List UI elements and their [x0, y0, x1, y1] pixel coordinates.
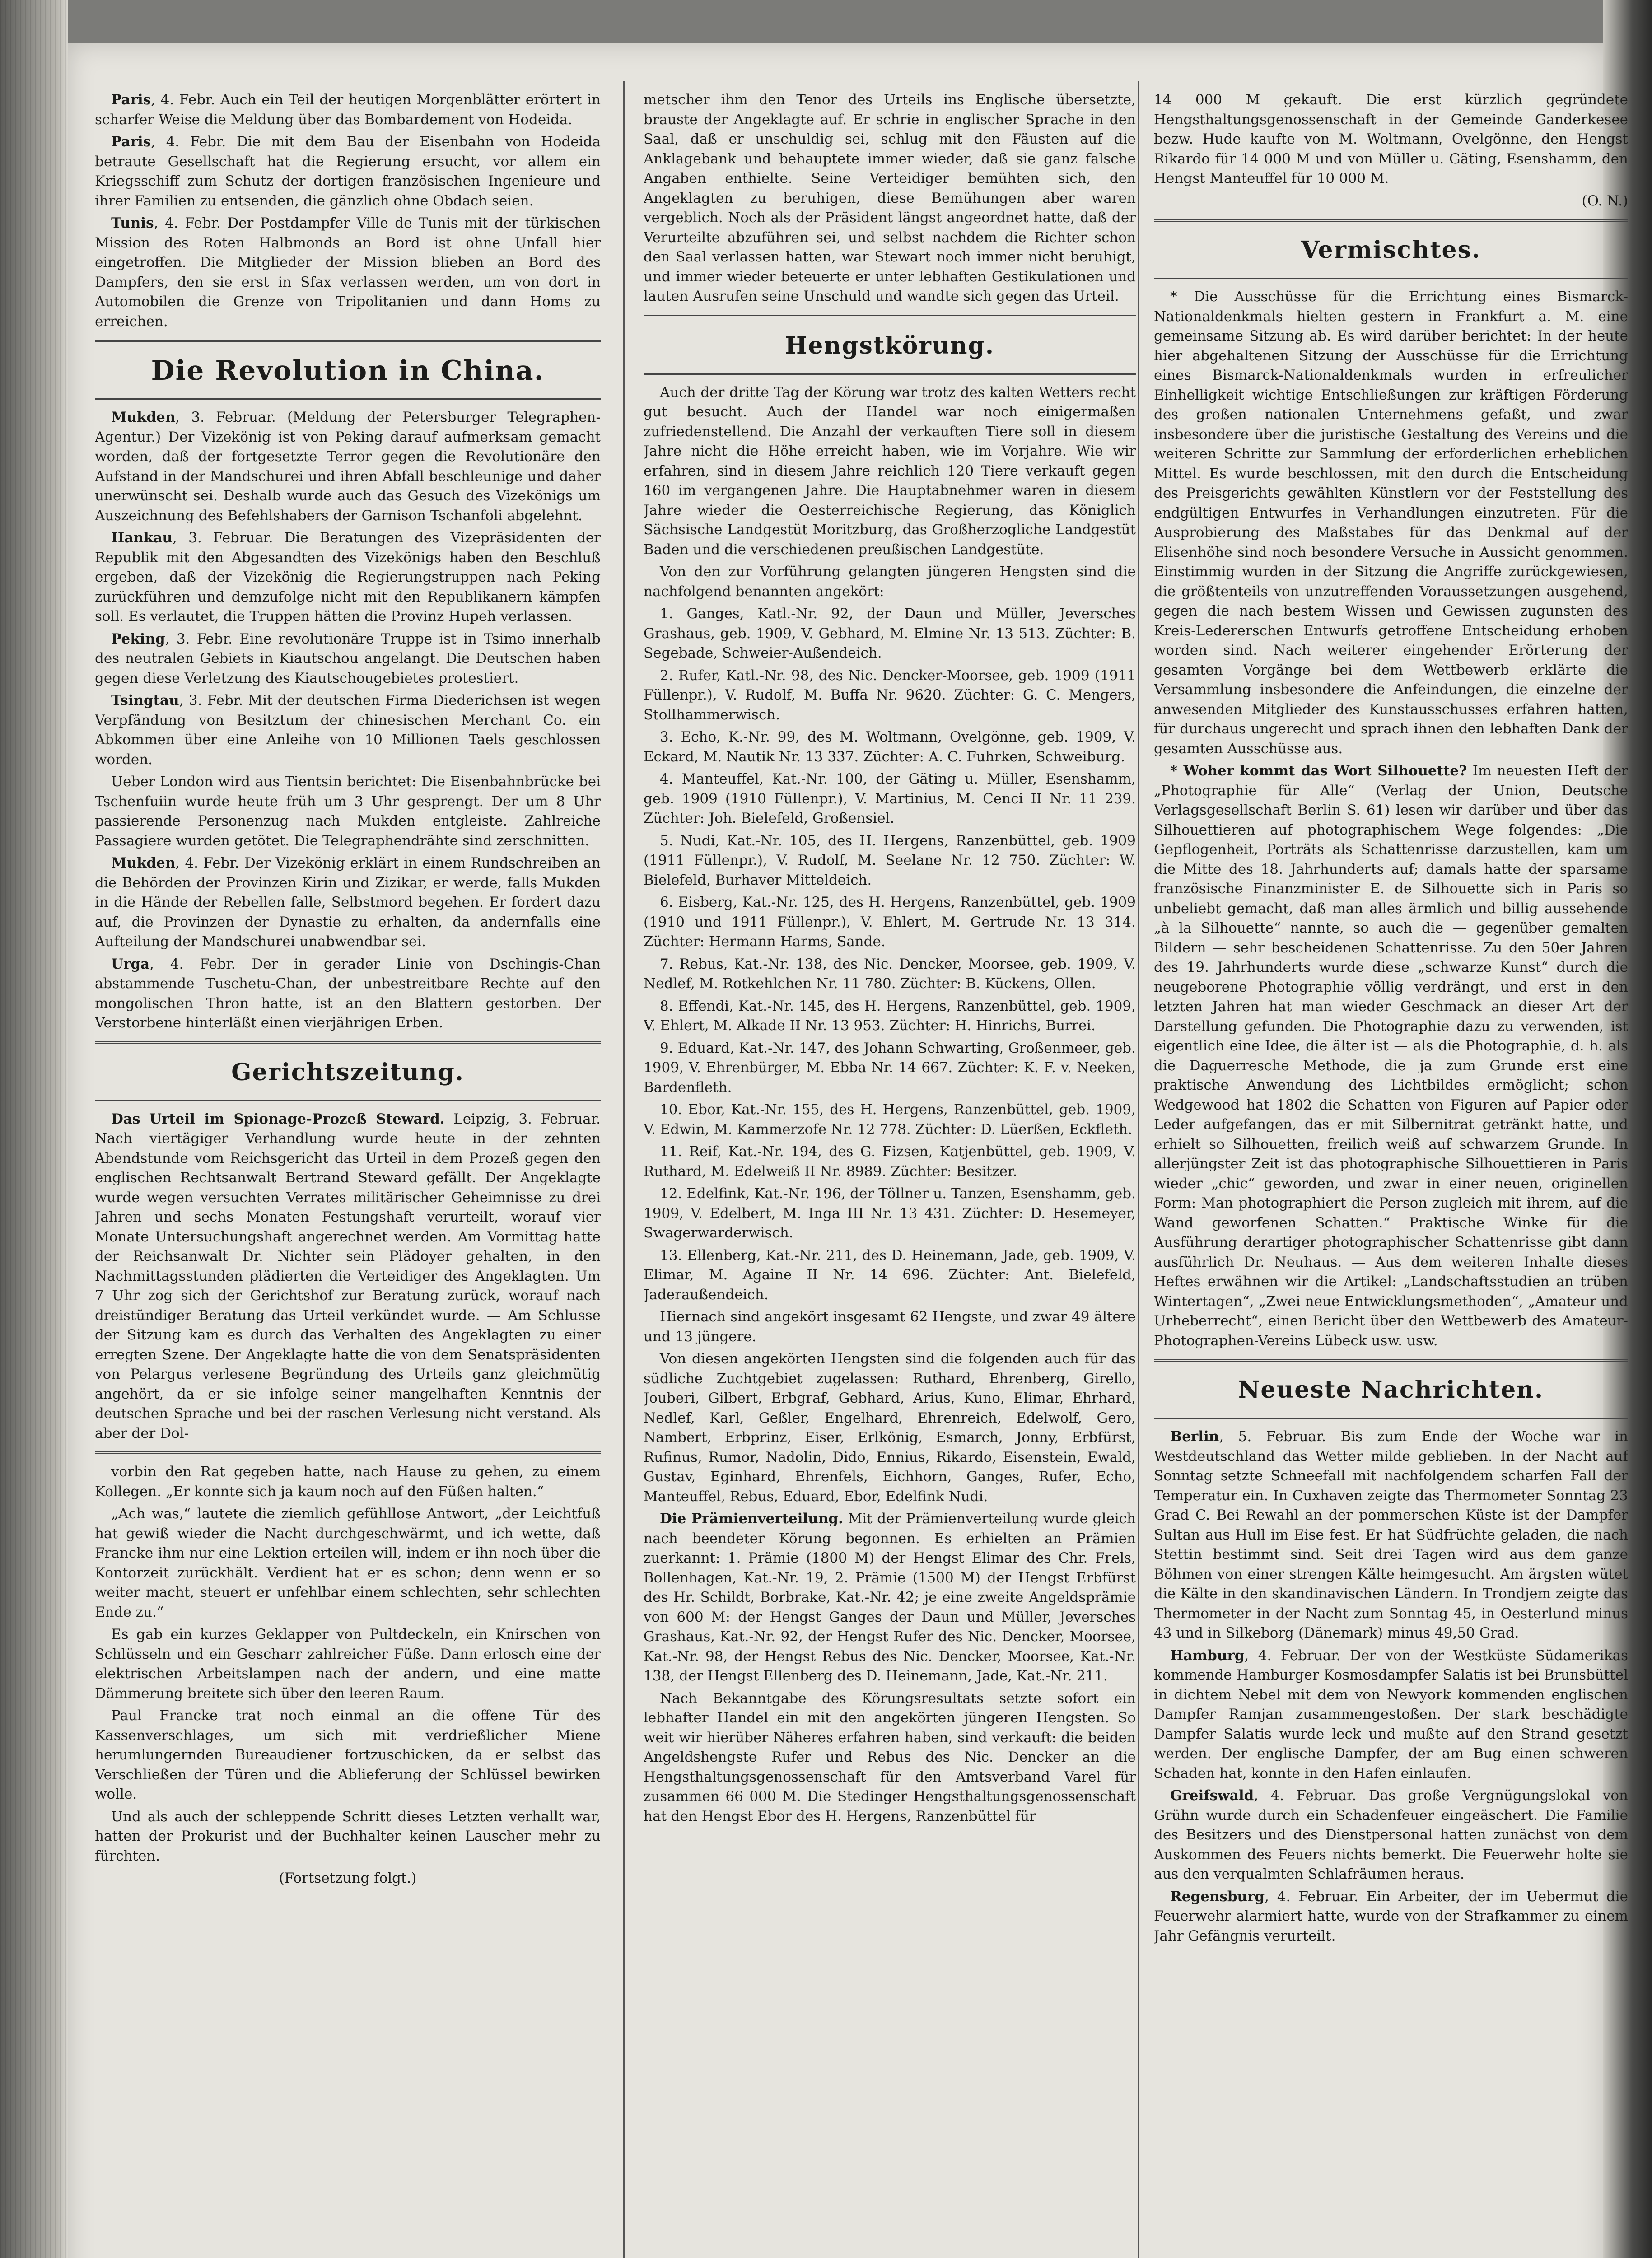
- paragraph-text: , 4. Februar. Der von der Westküste Südamerikas kommende Hamburger Kosmosdampfer Salatis ist bei Brunsbüttel in dichtem Nebel mit dem von Newyork kommenden englischen Dampfer Ramjan zusammengestoßen. Der stark beschädigte Dampfer Salatis wurde leck und mußte auf den Strand gesetzt werden. Der englische Dampfer, der am Bug einen schweren Schaden hat, konnte in den Hafen einlaufen.: [1154, 1647, 1628, 1782]
- paragraph: Auch der dritte Tag der Körung war trotz des kalten Wetters recht gut besucht. Auch der Handel war noch einigermaßen zufriedenstellend. Die Anzahl der verkauften Tiere soll in diesem Jahre nicht die Höhe erreicht haben, wie im Vorjahre. Wie wir erfahren, sind in diesem Jahre reichlich 120 Tiere verkauft gegen 160 im vergangenen Jahre. Die Hauptabnehmer waren in diesem Jahre wieder die Oesterreichische Regierung, das Königlich Sächsische Landgestüt Moritzburg, das Großherzogliche Landgestüt Baden und die verschiedenen preußischen Landgestüte.: [644, 384, 1136, 558]
- paragraph-text: , 3. Febr. Eine revolutionäre Truppe ist in Tsimo innerhalb des neutralen Gebiets in Kiautschou angelangt. Die Deutschen haben gegen diese Verletzung des Kiautschougebietes protestiert.: [95, 630, 601, 686]
- paragraph: [95, 1706, 601, 1805]
- paragraph-text: * Die Ausschüsse für die Errichtung eines Bismarck-Nationaldenkmals hielten gestern in Frankfurt a. M. eine gemeinsame Sitzung ab. Es wird darüber berichtet: In der heute hier abgehaltenen Sitzung der Ausschüsse für die Errichtung eines Bismarck-Nationaldenkmals wurden in erfreulicher Einhelligkeit wichtige Entschließungen zur kräftigen Förderung des großen nationalen Unternehmens gefaßt, und zwar insbesondere über die juristische Gestaltung des Vereins und die weiteren Schritte zur Sammlung der erforderlichen erheblichen Mittel. Es wurde beschlossen, mit den durch die Entscheidung des Preisgerichts gewählten Künstlern vor der Feststellung des endgültigen Entwurfes in Verhandlungen einzutreten. Für die Ausprobierung des Maßstabes für das Denkmal auf der Elisenhöhe sind noch besondere Versuche in Aussicht genommen. Einstimmig wurden in der Sitzung die Angriffe zurückgewiesen, die größtenteils von unzutreffenden Voraussetzungen ausgehend, gegen die nach bestem Wissen und Gewissen zugunsten des Kreis-Ledererschen Entwurfs getroffene Entscheidung erhoben worden sind. Nach weiterer eingehender Erörterung der gesamten Vorgänge bei dem Wettbewerb erklärte die Versammlung insbesondere die Anfeindungen, die einzelne der anwesenden Mitglieder des Kunstausschusses erfahren hatten, für durchaus ungerecht und sprach ihnen den lebhaften Dank der gesamten Ausschüsse aus.: [1154, 289, 1628, 757]
- paragraph: [95, 854, 601, 952]
- dateline: Regensburg: [1170, 1888, 1265, 1905]
- section-divider: [1154, 219, 1628, 222]
- paragraph: 9. Eduard, Kat.-Nr. 147, des Johann Schwarting, Großenmeer, geb. 1909, V. Ehrenbürger, M. Ebba Nr. 14 667. Züchter: K. F. v. Neeken, Bardenfleth.: [644, 1040, 1136, 1096]
- paragraph-text: vorbin den Rat gegeben hatte, nach Hause zu gehen, zu einem Kollegen. „Er konnte sich ja kaum noch auf den Füßen halten.“: [95, 1464, 601, 1500]
- paragraph: 11. Reif, Kat.-Nr. 194, des G. Fizsen, Katjenbüttel, geb. 1909, V. Ruthard, M. Edelweiß II Nr. 8989. Züchter: Besitzer.: [644, 1143, 1136, 1180]
- hengst-list: [644, 604, 1136, 1305]
- hengst-intro: [644, 383, 1136, 602]
- paragraph: [1154, 1646, 1628, 1784]
- paragraph: 7. Rebus, Kat.-Nr. 138, des Nic. Dencker, Moorsee, geb. 1909, V. Nedlef, M. Rotkehlchen Nr. 11 780. Züchter: B. Kückens, Ollen.: [644, 956, 1136, 992]
- dateline: Urga: [111, 956, 150, 972]
- headline-underline: [95, 398, 601, 400]
- paragraph: [95, 1807, 601, 1866]
- paragraph-text: , 4. Febr. Die mit dem Bau der Eisenbahn von Hodeida betraute Gesellschaft hat die Regierung ersucht, vor allem ein Kriegsschiff zum Schutz der dortigen französischen Ingenieure und ihrer Familien zu entsenden, die gänzlich ohne Obdach seien.: [95, 134, 601, 209]
- headline-china: Die Revolution in China.: [151, 355, 545, 387]
- paragraph: [1154, 761, 1628, 1351]
- paragraph: 1. Ganges, Katl.-Nr. 92, der Daun und Müller, Jeversches Grashaus, geb. 1909, V. Gebhard, M. Elmine Nr. 13 513. Züchter: B. Segebade, Schweier-Außendeich.: [644, 606, 1136, 661]
- headline-underline: [1154, 1418, 1628, 1419]
- paragraph: [95, 1110, 601, 1444]
- paragraph-text: , 4. Febr. Der in gerader Linie von Dschingis-Chan abstammende Tuschetu-Chan, der unbestreitbare Rechte auf den mongolischen Thron hatte, ist an den Blattern gestorben. Der Verstorbene hinterläßt einen vierjährigen Erben.: [95, 956, 601, 1031]
- paragraph: 2. Rufer, Katl.-Nr. 98, des Nic. Dencker-Moorsee, geb. 1909 (1911 Füllenpr.), V. Rudolf, M. Buffa Nr. 9620. Züchter: G. C. Mengers, Stollhammerwisch.: [644, 667, 1136, 723]
- paragraph-text: „Ach was,“ lautete die ziemlich gefühllose Antwort, „der Leichtfuß hat gewiß wieder die Nacht durchgeschwärmt, und ich wette, daß Francke ihm nur eine Lektion erteilen will, indem er ihn noch über die Kontorzeit zurückhält. Verdient hat er es schon; denn wenn er so weiter macht, steuert er unfehlbar einem schlechten, sehr schlechten Ende zu.“: [95, 1506, 601, 1620]
- dateline: Tunis: [111, 215, 154, 231]
- section-divider: [95, 1041, 601, 1044]
- column-2: [644, 90, 1136, 2258]
- paragraph: 10. Ebor, Kat.-Nr. 155, des H. Hergens, Ranzenbüttel, geb. 1909, V. Edwin, M. Kammerzofe Nr. 12 778. Züchter: D. Lüerßen, Eckfleth.: [644, 1101, 1136, 1138]
- paragraph: [95, 955, 601, 1033]
- paragraph-text: , 3. Febr. Mit der deutschen Firma Diederichsen ist wegen Verpfändung von Besitztum der chinesischen Merchant Co. ein Abkommen über eine Anleihe von 10 Millionen Taels geschlossen worden.: [95, 692, 601, 768]
- paragraph: [95, 90, 601, 130]
- section-divider: [1154, 1359, 1628, 1362]
- paragraph: [95, 1625, 601, 1703]
- paragraph-text: Es gab ein kurzes Geklapper von Pultdeckeln, ein Knirschen von Schlüsseln und ein Gescharr zahlreicher Füße. Dann erlosch eine der elektrischen Arbeitslampen nach der andern, und eine matte Dämmerung breitete sich über den leeren Raum.: [95, 1626, 601, 1702]
- paragraph-text: , 4. Februar. Ein Arbeiter, der im Uebermut die Feuerwehr alarmiert hatte, wurde von der Strafkammer zu einem Jahr Gefängnis verurteilt.: [1154, 1888, 1628, 1944]
- headline-underline: [644, 373, 1136, 375]
- dateline: * Woher kommt das Wort Silhouette?: [1170, 763, 1467, 779]
- hengst-end: Nach Bekanntgabe des Körungsresultats setzte sofort ein lebhafter Handel ein mit den angekörten jüngeren Hengsten. So weit wir hierüber Näheres erfahren haben, sind verkauft: die beiden Angeldshengste Rufer und Rebus des Nic. Dencker an die Hengsthaltungsgenossenschaft für den Amtsverband Varel für zusammen 66 000 M. Die Stedinger Hengsthaltungsgenossenschaft hat den Hengst Ebor des H. Hergens, Ranzenbüttel für: [644, 1690, 1136, 1824]
- paragraph: 13. Ellenberg, Kat.-Nr. 211, des D. Heinemann, Jade, geb. 1909, V. Elimar, M. Againe II Nr. 14 696. Züchter: Ant. Bielefeld, Jaderaußendeich.: [644, 1247, 1136, 1303]
- paragraph-text: Und als auch der schleppende Schritt dieses Letzten verhallt war, hatten der Prokurist und der Buchhalter keinen Lauscher mehr zu fürchten.: [95, 1808, 601, 1864]
- column-rule-1: [623, 81, 625, 2258]
- paragraph: [644, 1509, 1136, 1686]
- paragraph: [1154, 1427, 1628, 1643]
- paragraph: 8. Effendi, Kat.-Nr. 145, des H. Hergens, Ranzenbüttel, geb. 1909, V. Ehlert, M. Alkade II Nr. 13 953. Züchter: H. Hinrichs, Burrei.: [644, 998, 1136, 1034]
- feuilleton-novel: [95, 1462, 601, 1866]
- headline-underline: [95, 1100, 601, 1101]
- paragraph-text: , 4. Febr. Auch ein Teil der heutigen Morgenblätter erörtert in scharfer Weise die Meldung über das Bombardement von Hodeida.: [95, 92, 601, 128]
- paragraph-text: , 3. Februar. (Meldung der Petersburger Telegraphen-Agentur.) Der Vizekönig ist von Peking darauf aufmerksam gemacht worden, daß der fortgesetzte Terror gegen die Revolutionäre den Aufstand in der Mandschurei und ihren Abfall beschleunige und daher unerwünscht sei. Deshalb wurde auch das Gesuch des Vizekönigs um Auszeichnung des Befehlshabers der Garnison Tschanfoli abgelehnt.: [95, 409, 601, 524]
- paragraph: Von diesen angekörten Hengsten sind die folgenden auch für das südliche Zuchtgebiet zugelassen: Ruthard, Ehrenberg, Girello, Jouberi, Gilbert, Erbgraf, Gebhard, Arius, Kuno, Elimar, Ehrhard, Nedlef, Karl, Geßler, Engelhard, Ehrenreich, Edelwolf, Gero, Nambert, Erbprinz, Eiser, Erlkönig, Esmarch, Jonny, Erbfürst, Rufinus, Rumor, Nadolin, Dido, Ennius, Rikardo, Eisenstein, Ewald, Gustav, Eginhard, Ehrenfels, Eichhorn, Ganges, Rufer, Echo, Manteuffel, Rebus, Eduard, Ebor, Edelfink Nudi.: [644, 1351, 1136, 1505]
- dateline: Greifswald: [1170, 1787, 1254, 1804]
- column-3: [1154, 90, 1628, 2258]
- paragraph: [1154, 1887, 1628, 1946]
- paragraph: [1154, 1786, 1628, 1885]
- paragraph-text: , 4. Febr. Der Vizekönig erklärt in einem Rundschreiben an die Behörden der Provinzen Kirin und Zizikar, er werde, falls Mukden in die Hände der Rebellen falle, Selbstmord begehen. Er fordert dazu auf, die Provinzen der Dynastie zu erhalten, da andernfalls eine Aufteilung der Mandschurei unabwendbar sei.: [95, 855, 601, 950]
- dateline: Hankau: [111, 530, 173, 546]
- paragraph: [95, 630, 601, 689]
- dateline: Paris: [111, 134, 151, 150]
- paragraph-text: Ueber London wird aus Tientsin berichtet: Die Eisenbahnbrücke bei Tschenfuiin wurde heute früh um 3 Uhr gesprengt. Der um 8 Uhr passierende Personenzug nach Mukden entgleiste. Zahlreiche Passagiere wurden getötet. Die Telegraphendrähte sind zerschnitten.: [95, 774, 601, 849]
- headline-gericht: Gerichtszeitung.: [231, 1058, 464, 1086]
- section-divider: [644, 315, 1136, 317]
- headline-vermischtes: Vermischtes.: [1301, 236, 1481, 264]
- hengst-continued: 14 000 M gekauft. Die erst kürzlich gegründete Hengsthaltungsgenossenschaft in der Gemeinde Ganderkesee bezw. Hude kaufte von M. Woltmann, Ovelgönne, den Hengst Rikardo für 14 000 M und von Müller u. Gäting, Esenshamm, den Hengst Manteuffel für 10 000 M.: [1154, 92, 1628, 187]
- column-rule-2: [1138, 81, 1139, 2258]
- paragraph: 3. Echo, K.-Nr. 99, des M. Woltmann, Ovelgönne, geb. 1909, V. Eckard, M. Nautik Nr. 13 337. Züchter: A. C. Fuhrken, Schweiburg.: [644, 729, 1136, 765]
- feuilleton-divider: [95, 1451, 601, 1454]
- paragraph: Von den zur Vorführung gelangten jüngeren Hengsten sind die nachfolgend benannten angekört:: [644, 564, 1136, 600]
- paragraph-text: Paul Francke trat noch einmal an die offene Tür des Kassenverschlages, um sich mit verdrießlicher Miene herumlungernden Bureaudiener fortzuschicken, da er selbst das Verschließen der Türen und die Ablieferung der Schlüssel bewirken wolle.: [95, 1707, 601, 1802]
- paragraph: 5. Nudi, Kat.-Nr. 105, des H. Hergens, Ranzenbüttel, geb. 1909 (1911 Füllenpr.), V. Rudolf, M. Seelane Nr. 12 750. Züchter: W. Bielefeld, Burhaver Mitteldeich.: [644, 832, 1136, 888]
- paragraph: [95, 1504, 601, 1622]
- vermischtes-articles: [1154, 287, 1628, 1351]
- paragraph: [95, 408, 601, 526]
- paragraph-text: , 5. Februar. Bis zum Ende der Woche war in Westdeutschland das Wetter milde geblieben. In der Nacht auf Sonntag setzte Schneefall mit nachfolgendem scharfen Fall der Temperatur ein. In Cuxhaven zeigte das Thermometer Sonntag 23 Grad C. Bei Rewahl an der pommerschen Küste ist der Dampfer Sultan aus Hull im Eise fest. Er hat Südfrüchte geladen, die nach Stettin bestimmt sind. Seit drei Tagen wird aus dem ganze Böhmen von einer strengen Kälte heimgesucht. Am ärgsten wütet die Kälte in den skandinavischen Ländern. In Trondjem zeigte das Thermometer in der Nacht zum Sonntag 45, in Oesterlund minus 43 und in Silkeborg (Dänemark) minus 49,50 Grad.: [1154, 1428, 1628, 1641]
- headline-underline: [1154, 278, 1628, 279]
- news-paris-1: [95, 90, 601, 130]
- hengst-after: [644, 1307, 1136, 1507]
- paragraph: 12. Edelfink, Kat.-Nr. 196, der Töllner u. Tanzen, Esenshamm, geb. 1909, V. Edelbert, M. Inga III Nr. 13 431. Züchter: D. Hesemeyer, Swagerwarderwisch.: [644, 1185, 1136, 1241]
- dateline: Die Prämienverteilung.: [660, 1511, 843, 1527]
- gericht-article: [95, 1110, 601, 1444]
- paragraph: [95, 132, 601, 211]
- dateline: Berlin: [1170, 1428, 1219, 1445]
- paragraph-text: , 3. Februar. Die Beratungen des Vizepräsidenten der Republik mit den Abgesandten des Vizekönigs haben den Beschluß ergeben, daß der Vizekönig die Regierungstruppen nach Peking zurückführen und demzufolge nicht mit den Republikanern kämpfen soll. Es verlautet, die Truppen hätten die Provinz Hupeh verlassen.: [95, 530, 601, 625]
- paragraph: [95, 772, 601, 851]
- china-news: [95, 408, 601, 1033]
- paragraph-text: Im neuesten Heft der „Photographie für Alle“ (Verlag der Union, Deutsche Verlagsgesellschaft Berlin S. 61) lesen wir darüber und über das Silhouettieren auf photographischem Wege folgendes: „Die Gepflogenheit, Porträts als Schattenrisse darzustellen, kam um die Mitte des 18. Jahrhunderts auf; damals hatte der sparsame französische Finanzminister E. de Silhouette sich in Paris so unbeliebt gemacht, daß man alles ärmlich und billig aussehende „à la Silhouette“ nannte, so auch die — gegenüber gemalten Bildern — sehr bescheidenen Schattenrisse. Zu den 50er Jahren des 19. Jahrhunderts wurde diese „schwarze Kunst“ durch die neugeborene Photographie völlig verdrängt, und erst in den letzten Jahren hat man wieder Geschmack an dieser Art der Darstellung gefunden. Die Photographie dazu zu verwenden, ist eigentlich eine Idee, die älter ist — als die Photographie, d. h. als die Daguerresche Methode, die ja zum Grunde erst eine praktische Anwendung des Lichtbildes ermöglicht; schon Wedgewood hat 1802 die Schatten von Figuren auf Papier oder Leder aufgefangen, das er mit Silbernitrat getränkt hatte, und erhielt so Silhouetten, freilich weiß auf schwarzem Grunde. In allerjüngster Zeit ist das photographische Silhouettieren in Paris wieder „chic“ geworden, und zwar in einer neuen, originellen Form: Man photographiert die Person zugleich mit ihrem, auf die Wand geworfenen Schatten.“ Praktische Winke für die Ausführung derartiger photographischer Schattenrisse gibt dann ausführlich Dr. Neuhaus. — Aus dem weiteren Inhalte dieses Heftes erwähnen wir die Artikel: „Landschaftsstudien an trüben Wintertagen“, „Zwei neue Entwicklungsmethoden“, „Amateur und Urheberrecht“, einen Bericht über den Wettbewerb des Amateur-Photographen-Vereins Lübeck usw. usw.: [1154, 763, 1628, 1349]
- paragraph: 6. Eisberg, Kat.-Nr. 125, des H. Hergens, Ranzenbüttel, geb. 1909 (1910 und 1911 Füllenpr.), V. Ehlert, M. Gertrude Nr. 13 314. Züchter: Hermann Harms, Sande.: [644, 894, 1136, 950]
- dateline: Hamburg: [1170, 1647, 1245, 1664]
- dateline: Peking: [111, 630, 165, 647]
- hengst-praemie: [644, 1509, 1136, 1686]
- dateline: Mukden: [111, 855, 176, 871]
- dateline: Paris: [111, 92, 151, 108]
- paragraph: [95, 528, 601, 627]
- paragraph: 4. Manteuffel, Kat.-Nr. 100, der Gäting u. Müller, Esenshamm, geb. 1909 (1910 Füllenpr.), V. Martinius, M. Cenci II Nr. 11 239. Züchter: Joh. Bielefeld, Großensiel.: [644, 771, 1136, 826]
- dateline: Das Urteil im Spionage-Prozeß Steward.: [111, 1110, 445, 1127]
- binding-page-edges: [0, 0, 68, 2258]
- gericht-continued: metscher ihm den Tenor des Urteils ins Englische übersetzte, brauste der Angeklagte auf. Er schrie in englischer Sprache in den Saal, daß er unschuldig sei, schlug mit den Fäusten auf die Anklagebank und behauptete immer wieder, daß sie ganz falsche Angaben enthielte. Seine Verteidiger bemühten sich, den Angeklagten zu beruhigen, diese Bemühungen aber waren vergeblich. Noch als der Präsident längst angeordnet hatte, daß der Verurteilte abzuführen sei, und selbst nachdem die Richter schon den Saal verlassen hatten, war Stewart noch immer nicht beruhigt, und immer wieder beteuerte er unter lebhaften Gestikulationen und lauten Ausrufen seine Unschuld und wandte sich gegen das Urteil.: [644, 92, 1136, 304]
- dateline: Mukden: [111, 409, 176, 425]
- source-signature: (O. N.): [1582, 192, 1628, 209]
- paragraph: [1154, 287, 1628, 759]
- paragraph-text: , 4. Februar. Das große Vergnügungslokal von Grühn wurde durch ein Schadenfeuer eingeäschert. Die Familie des Besitzers und des Dienstpersonal hatten zunächst von dem Auskommen des Feuers nichts bemerkt. Die Feuerwehr holte sie aus den verqualmten Schlafräumen heraus.: [1154, 1787, 1628, 1882]
- dateline: Tsingtau: [111, 692, 179, 709]
- headline-neueste: Neueste Nachrichten.: [1238, 1376, 1544, 1404]
- news-tunis: [95, 214, 601, 331]
- paragraph-text: Mit der Prämienverteilung wurde gleich nach beendeter Körung begonnen. Es erhielten an Prämien zuerkannt: 1. Prämie (1800 M) der Hengst Elimar des Chr. Frels, Bollenhagen, Kat.-Nr. 19, 2. Prämie (1500 M) der Hengst Erbfürst des Hr. Schildt, Borbrake, Kat.-Nr. 42; je eine zweite Angeldsprämie von 600 M: der Hengst Ganges der Daun und Müller, Jeversches Grashaus, Kat.-Nr. 92, der Hengst Rufer des Nic. Dencker, Moorsee, Kat.-Nr. 98, der Hengst Rebus des Nic. Dencker, Moorsee, Kat.-Nr. 138, der Hengst Ellenberg des D. Heinemann, Jade, Kat.-Nr. 211.: [644, 1511, 1136, 1684]
- paragraph: Hiernach sind angekört insgesamt 62 Hengste, und zwar 49 ältere und 13 jüngere.: [644, 1309, 1136, 1345]
- paragraph-text: Leipzig, 3. Februar. Nach viertägiger Verhandlung wurde heute in der zehnten Abendstunde vom Reichsgericht das Urteil in dem Prozeß gegen den englischen Rechtsanwalt Bertrand Steward gefällt. Der Angeklagte wurde wegen versuchten Verrates militärischer Geheimnisse zu drei Jahren und sechs Monaten Festungshaft verurteilt, worauf vier Monate Untersuchungshaft angerechnet werden. Am Vormittag hatte der Reichsanwalt Dr. Nichter sein Plädoyer gehalten, in den Nachmittagsstunden plädierten die Verteidiger des Angeklagten. Um 7 Uhr zog sich der Gerichtshof zur Beratung zurück, worauf nach dreistündiger Beratung das Urteil verkündet wurde. — Am Schlusse der Sitzung kam es durch das Verhalten des Angeklagten zu einer erregten Szene. Der Angeklagte hatte die von dem Senatspräsidenten von Pelargus verlesene Begründung des Urteils ganz gleichmütig angehört, da er sie infolge seiner mangelhaften Kenntnis der deutschen Sprache und bei der raschen Verlesung nicht verstand. Als aber der Dol-: [95, 1110, 601, 1442]
- paragraph: [95, 691, 601, 770]
- paragraph-text: , 4. Febr. Der Postdampfer Ville de Tunis mit der türkischen Mission des Roten Halbmonds an Bord ist ohne Unfall hier eingetroffen. Die Mitglieder der Mission blieben an Bord des Dampfers, den sie erst in Sfax verlassen werden, um von dort in Automobilen die Grenze von Tripolitanien und dann Homs zu erreichen.: [95, 215, 601, 330]
- paragraph: [95, 1462, 601, 1502]
- novel-continuation-note: (Fortsetzung folgt.): [279, 1870, 417, 1886]
- headline-hengst: Hengstkörung.: [785, 331, 994, 359]
- section-divider: [95, 340, 601, 342]
- news-paris-2: [95, 132, 601, 211]
- paragraph: [95, 214, 601, 331]
- neueste-articles: [1154, 1427, 1628, 1946]
- column-1: [95, 90, 601, 2258]
